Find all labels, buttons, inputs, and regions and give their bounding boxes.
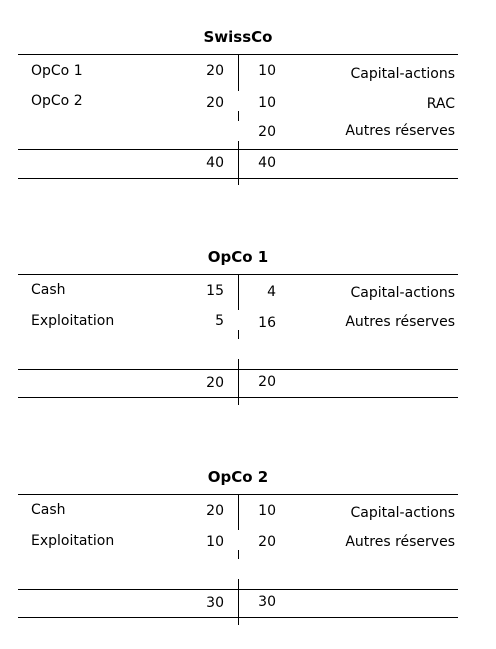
total-debit: 30 [206, 595, 224, 611]
credit-value: 20 [258, 124, 276, 140]
t-account-swissco [18, 27, 458, 187]
credit-label: Capital-actions [350, 505, 455, 521]
total-rule [18, 369, 458, 370]
divider-gap [238, 121, 239, 141]
debit-label: OpCo 1 [31, 63, 83, 79]
bottom-rule [18, 617, 458, 618]
total-debit: 20 [206, 375, 224, 391]
credit-value: 10 [258, 503, 276, 519]
total-credit: 20 [258, 374, 276, 390]
debit-label: Cash [31, 282, 66, 298]
credit-label: Capital-actions [350, 285, 455, 301]
total-credit: 40 [258, 155, 276, 171]
bottom-rule [18, 397, 458, 398]
credit-label: Autres réserves [345, 534, 455, 550]
debit-value: 20 [206, 95, 224, 111]
divider-gap [238, 530, 239, 550]
credit-value: 4 [267, 284, 276, 300]
total-rule [18, 149, 458, 150]
divider-gap [238, 339, 239, 359]
credit-label: Capital-actions [350, 66, 455, 82]
account-title: OpCo 2 [207, 468, 269, 486]
debit-value: 15 [206, 283, 224, 299]
debit-label: Exploitation [31, 313, 115, 329]
t-account-opco-1 [18, 247, 458, 407]
credit-label: Autres réserves [345, 123, 455, 139]
credit-label: RAC [426, 96, 455, 112]
center-divider [238, 54, 239, 185]
divider-gap [238, 559, 239, 579]
debit-label: Exploitation [31, 533, 115, 549]
debit-value: 20 [206, 63, 224, 79]
credit-value: 16 [258, 315, 276, 331]
debit-value: 20 [206, 503, 224, 519]
credit-value: 10 [258, 63, 276, 79]
credit-value: 10 [258, 95, 276, 111]
divider-gap [238, 310, 239, 330]
total-rule [18, 589, 458, 590]
debit-label: OpCo 2 [31, 93, 83, 109]
debit-value: 5 [215, 313, 224, 329]
divider-gap [238, 91, 239, 111]
credit-value: 20 [258, 534, 276, 550]
total-debit: 40 [206, 155, 224, 171]
t-account-opco-2 [18, 467, 458, 627]
total-credit: 30 [258, 594, 276, 610]
bottom-rule [18, 178, 458, 179]
debit-value: 10 [206, 534, 224, 550]
debit-label: Cash [31, 502, 66, 518]
account-title: OpCo 1 [207, 248, 269, 266]
credit-label: Autres réserves [345, 314, 455, 330]
account-title: SwissCo [203, 28, 273, 46]
